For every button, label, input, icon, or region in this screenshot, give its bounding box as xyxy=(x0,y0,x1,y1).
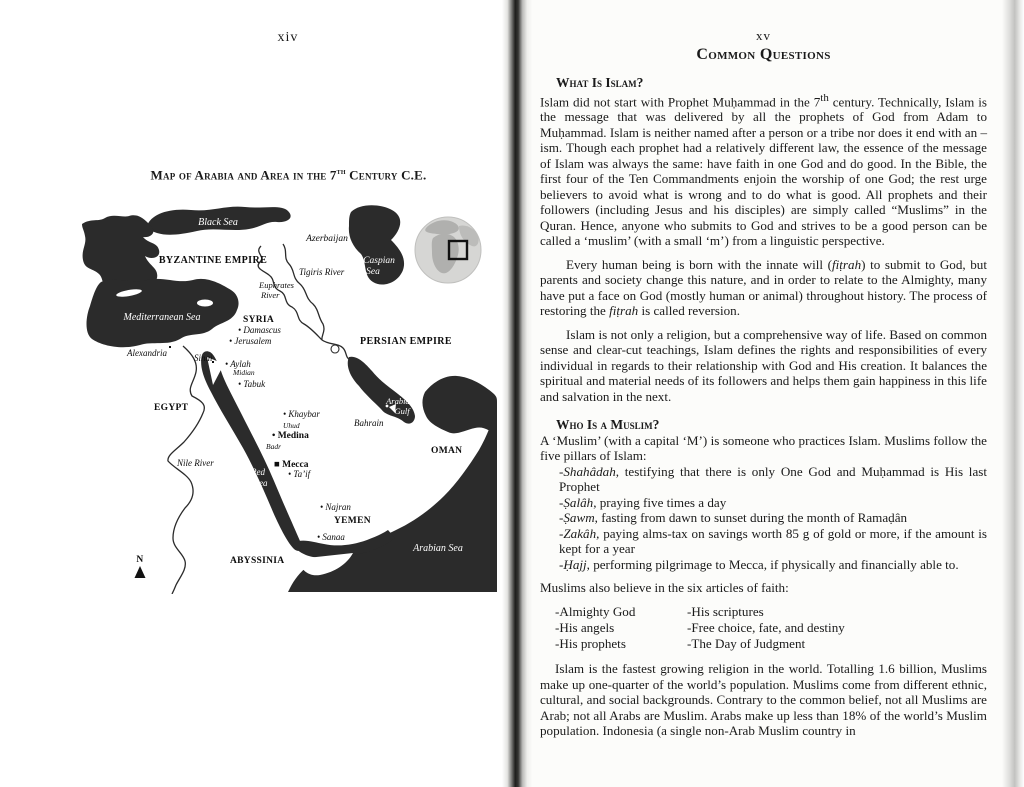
map-label-arabian-sea: Arabian Sea xyxy=(413,543,463,554)
article-prophets: -His prophets xyxy=(555,636,626,652)
left-page xyxy=(0,0,506,787)
article-day-of-judgment: -The Day of Judgment xyxy=(687,636,806,652)
map-label-yemen: YEMEN xyxy=(334,516,371,526)
map-label-red-sea-2: Sea xyxy=(254,478,268,488)
article-row xyxy=(555,620,987,636)
left-page-number: xiv xyxy=(277,30,299,45)
map-label-mecca: ■ Mecca xyxy=(274,460,309,470)
paragraph-muslim-definition: A ‘Muslim’ (with a capital ‘M’) is someone who practices Islam. Muslims follow the five pillars of Islam: xyxy=(540,432,987,464)
map-label-taif: • Ta’if xyxy=(288,469,311,479)
map-label-byzantine-empire: BYZANTINE EMPIRE xyxy=(158,255,268,266)
six-articles-list xyxy=(555,604,987,653)
paragraph-way-of-life: Islam is not only a religion, but a comprehensive way of life. Based on common sense and clear-cut teachings, Islam defines the rights and responsibilities of every individual in regards to their relationship with God and His creation. It balances the spiritual and material needs of its followers and helps them gain happiness in this life and salvation in the next. xyxy=(540,326,987,404)
map-label-midian: Midian xyxy=(233,368,255,377)
pillar-shahadah: -Shahâdah, testifying that there is only One God and Muḥammad is His last Prophet xyxy=(559,463,987,495)
map-title: Map of Arabia and Area in the 7th Century C.E. xyxy=(150,167,427,183)
heading-what-is-islam: What Is Islam? xyxy=(556,75,644,90)
map-label-euphrates-1: Euphrates xyxy=(259,280,294,290)
book-spine xyxy=(502,0,532,787)
map-label-mediterranean-sea: Mediterranean Sea xyxy=(123,312,201,323)
compass-n-label: N xyxy=(136,555,144,565)
compass-north xyxy=(135,555,146,578)
chapter-title: Common Questions xyxy=(696,45,831,63)
paragraph-what-is-islam-1: Islam did not start with Prophet Muḥammad in the 7th century. Technically, Islam is the message that was delivered by all the prophets of God from Adam to Muḥammad. Islam is neither named after a person or a tribe nor does it end with an –ism. Though each prophet had a relatively different law, the essence of the message of Islam was always the same: have faith in one God and do good. In the Bible, the first four of the Ten Commandments enjoin the worship of one God; the rest urge believers to avoid what is wrong and to do what is good. All prophets and their followers (including Jesus and his disciples) are simply called “Muslims” in the Quran. Hence, anyone who submits to God and strives to be a good person can be called a ‘muslim’ (with a small ‘m’) from a linguistic perspective. xyxy=(540,91,987,249)
article-angels: -His angels xyxy=(555,620,615,636)
globe-inset xyxy=(415,217,481,283)
map-label-caspian-2: Sea xyxy=(366,267,380,277)
compass-arrow-icon xyxy=(135,566,146,578)
map-label-caspian-1: Caspian xyxy=(363,256,395,266)
right-page xyxy=(506,0,1024,787)
map-label-euphrates-2: River xyxy=(261,290,280,300)
map-label-aylah: • Aylah xyxy=(225,359,251,369)
map-label-najran: • Najran xyxy=(320,502,351,512)
right-page-number: xv xyxy=(756,28,771,43)
map-label-tigris-river: Tigiris River xyxy=(299,267,345,277)
paragraph-fitrah: Every human being is born with the innate will (fiṭrah) to submit to God, but parents and society change this nature, and in order to relate to the Almighty, many have put a face on God (mostly human or animal) throughout history. The process of restoring the fiṭrah is called reversion. xyxy=(540,256,987,319)
paragraph-six-articles-intro: Muslims also believe in the six articles of faith: xyxy=(540,580,789,596)
marsh-loop xyxy=(331,345,339,353)
map-label-oman: OMAN xyxy=(431,446,463,456)
arabia-map xyxy=(55,196,500,594)
map-label-azerbaijan: Azerbaijan xyxy=(306,234,348,244)
map-label-medina: • Medina xyxy=(272,431,309,441)
article-scriptures: -His scriptures xyxy=(687,603,764,619)
article-almighty-god: -Almighty God xyxy=(555,603,636,619)
cyprus-island xyxy=(197,300,213,307)
gulf-of-oman-shape xyxy=(422,376,497,438)
five-pillars-list xyxy=(559,464,987,573)
map-label-persian-empire: PERSIAN EMPIRE xyxy=(360,336,452,347)
map-label-arabian-gulf-1: Arabian xyxy=(386,396,414,406)
article-row xyxy=(555,636,987,652)
pillar-hajj: -Ḥajj, performing pilgrimage to Mecca, if physically and financially able to. xyxy=(559,556,959,572)
tigris-river-line xyxy=(283,244,324,340)
pillar-salah: -Ṣalâh, praying five times a day xyxy=(559,494,727,510)
paragraph-fastest-growing: Islam is the fastest growing religion in the world. Totalling 1.6 billion, Muslims make up one-quarter of the world’s population. Muslims come from different ethnic, cultural, and social backgrounds. Contrary to the common belief, not all Muslims are Arab; not all Arabs are Muslim. Arabs make up less than 18% of the world’s Muslim population. Indonesia (a single non-Arab Muslim country in xyxy=(540,661,987,739)
map-label-bahrain: Bahrain xyxy=(354,418,384,428)
map-label-khaybar: • Khaybar xyxy=(283,409,320,419)
map-label-black-sea: Black Sea xyxy=(198,217,238,228)
map-label-red-sea-1: Red xyxy=(251,467,265,477)
map-label-arabian-gulf-2: Gulf xyxy=(394,406,410,416)
map-label-abyssinia: ABYSSINIA xyxy=(230,556,285,566)
map-label-jerusalem: • Jerusalem xyxy=(229,336,272,346)
map-label-tabuk: • Tabuk xyxy=(238,379,266,389)
heading-who-is-a-muslim: Who Is a Muslim? xyxy=(556,417,660,433)
map-label-uhud: Uhud xyxy=(283,421,300,430)
map-label-sanaa: • Sanaa xyxy=(317,532,345,542)
map-label-sinai: Sinai xyxy=(194,353,213,363)
map-label-nile-river: Nile River xyxy=(177,458,214,468)
map-label-alexandria: Alexandria xyxy=(127,348,167,358)
alexandria-marker xyxy=(169,346,171,348)
article-row xyxy=(555,604,987,620)
article-free-choice: -Free choice, fate, and destiny xyxy=(687,620,845,636)
map-label-damascus: • Damascus xyxy=(238,325,281,335)
map-label-badr: Badr xyxy=(266,442,281,451)
nile-river-line xyxy=(168,346,204,594)
right-page-content xyxy=(540,28,987,739)
map-label-egypt: EGYPT xyxy=(154,403,189,413)
map-label-syria: SYRIA xyxy=(243,315,275,325)
page-right-edge xyxy=(1002,0,1024,787)
pillar-sawm: -Ṣawm, fasting from dawn to sunset during the month of Ramaḍân xyxy=(559,510,908,526)
shatt-outlet-line xyxy=(322,340,350,360)
pillar-zakah: -Zakâh, paying alms-tax on savings worth 85 g of gold or more, if the amount is kept for a year xyxy=(559,525,987,557)
